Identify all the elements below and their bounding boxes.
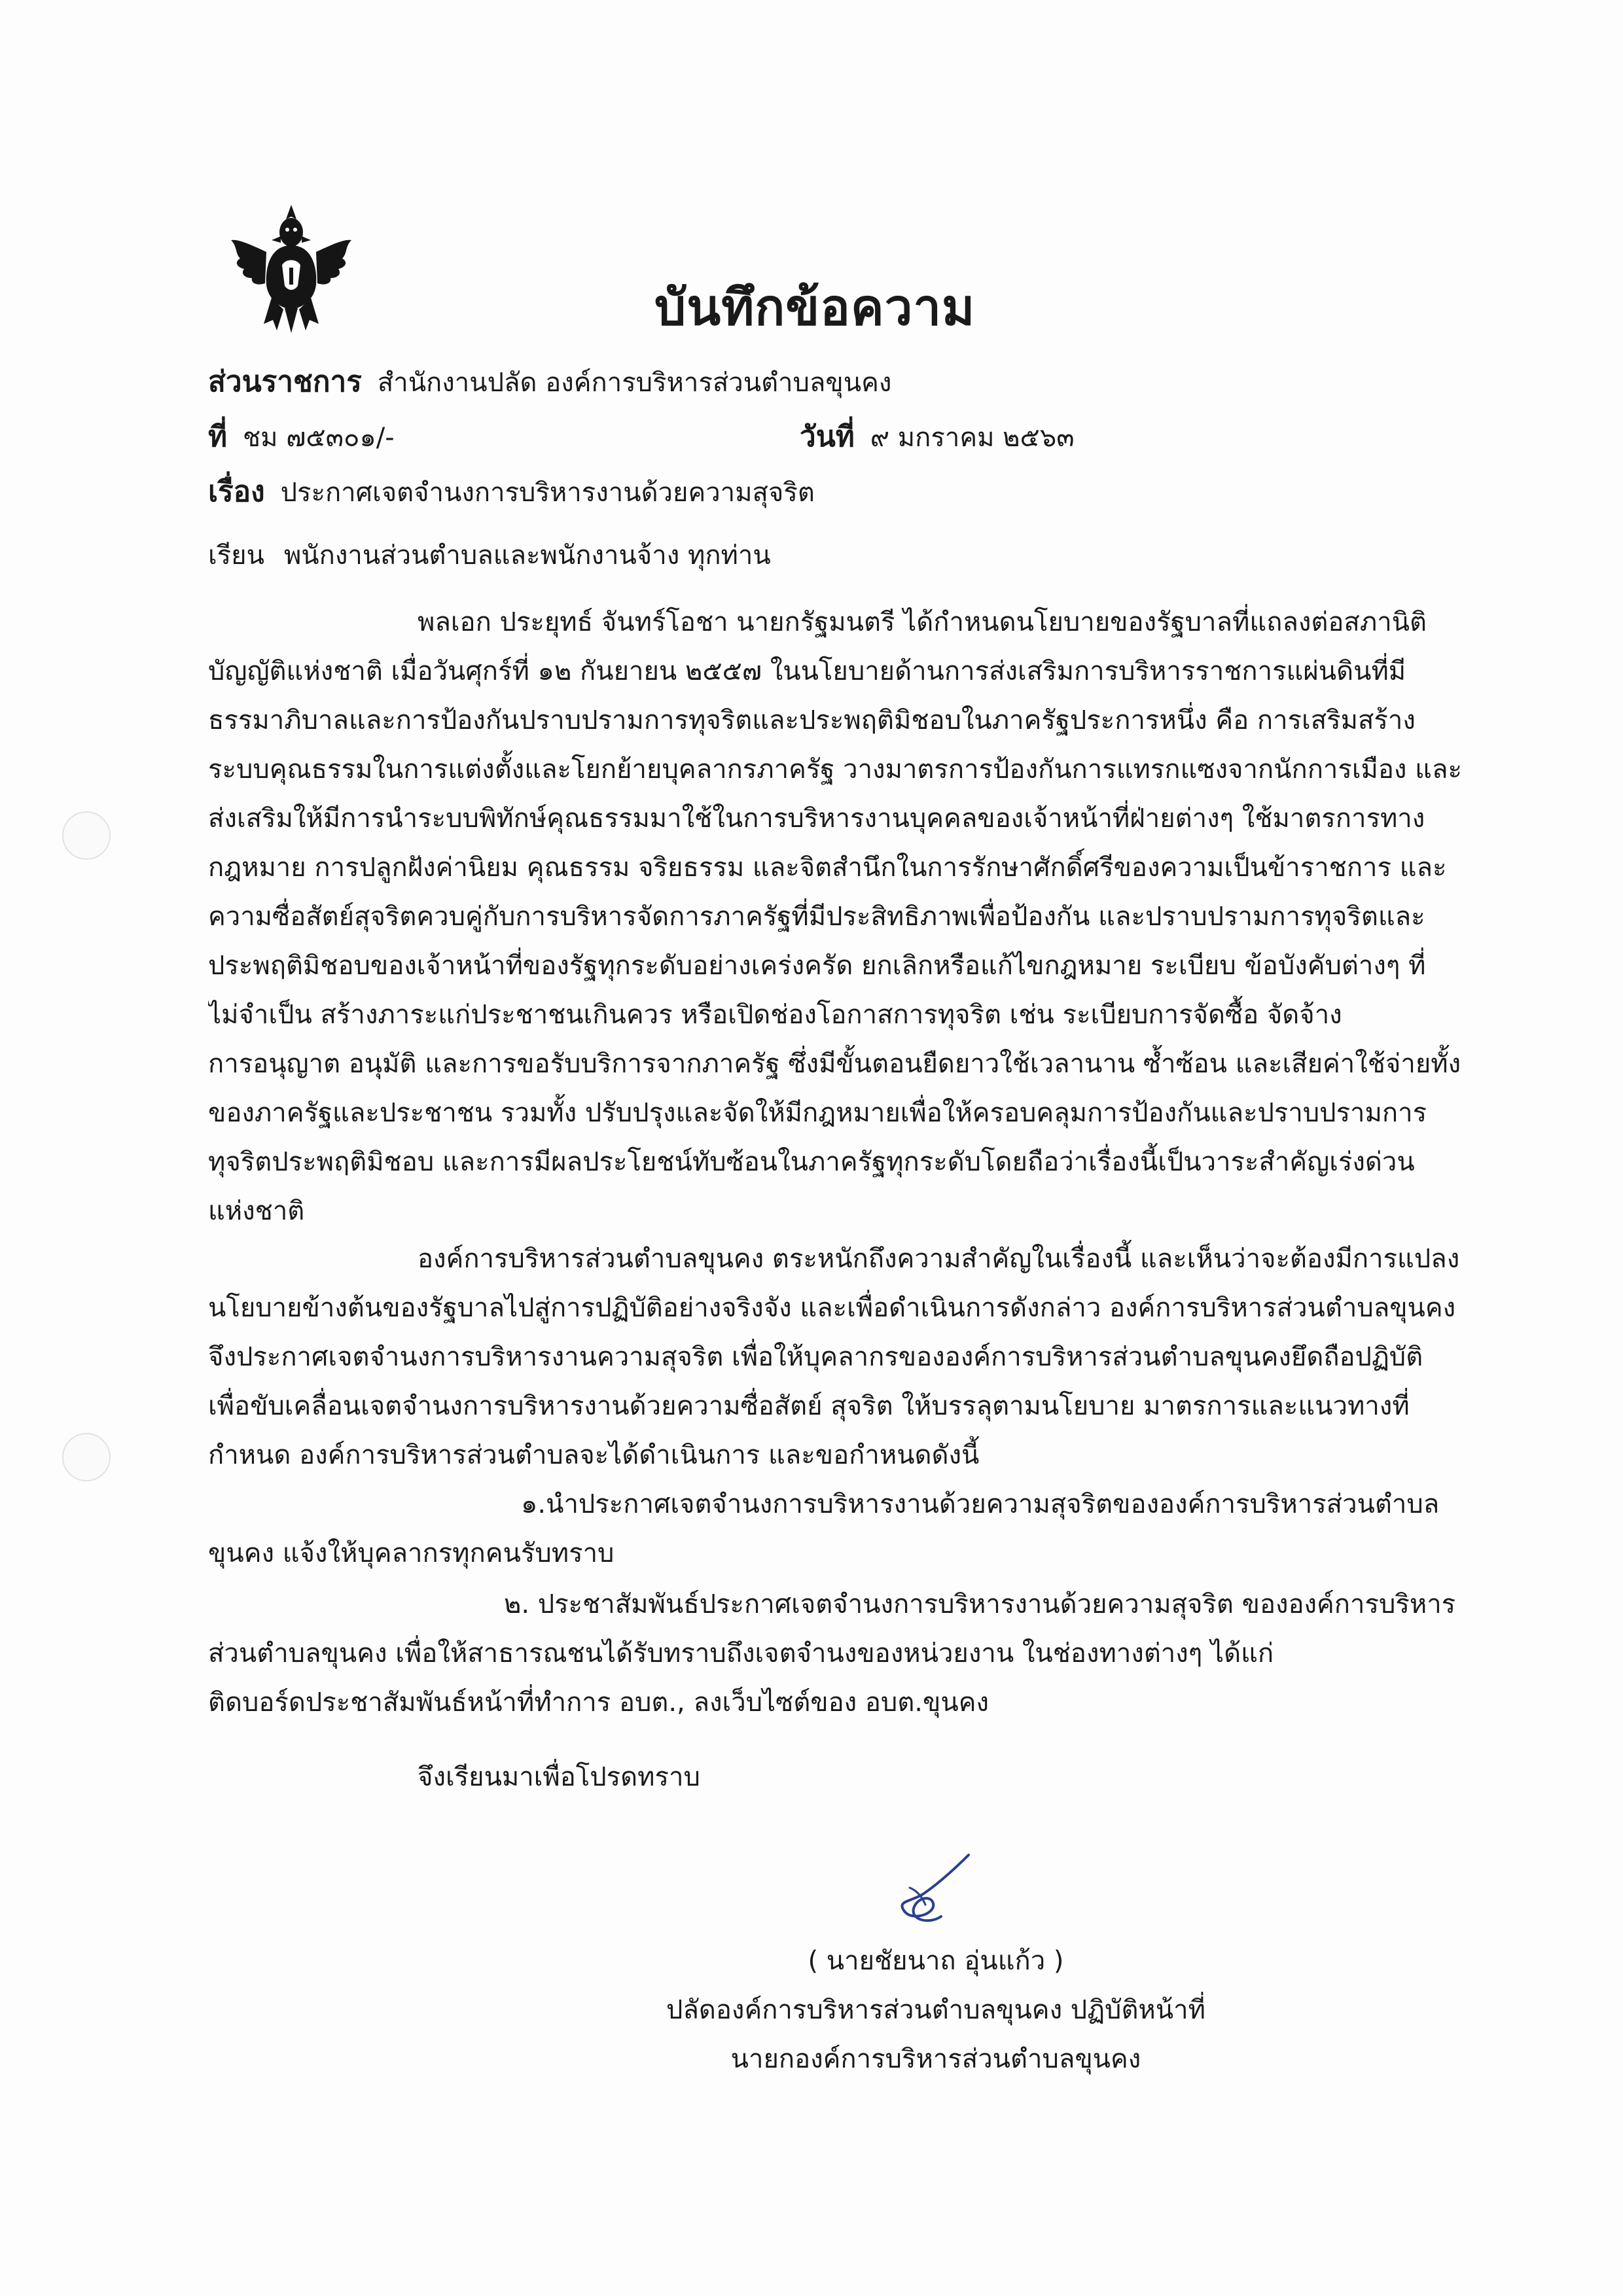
paragraph-line: บัญญัติแห่งชาติ เมื่อวันศุกร์ที่ ๑๒ กันยายน ๒๕๕๗ ในนโยบายด้านการส่งเสริมการบริหารราชการแผ่นดินที่มี — [208, 656, 1406, 686]
paragraph-line: ส่วนตำบลขุนคง เพื่อให้สาธารณชนได้รับทราบถึงเจตจำนงของหน่วยงาน ในช่องทางต่างๆ ได้แก่ — [208, 1638, 1274, 1669]
garuda-emblem-icon — [226, 200, 357, 337]
paragraph-line: ส่งเสริมให้มีการนำระบบพิทักษ์คุณธรรมมาใช้ในการบริหารงานบุคคลของเจ้าหน้าที่ฝ่ายต่างๆ ใช้มาตรการทาง — [208, 804, 1425, 834]
paragraph-line: จึงประกาศเจตจำนงการบริหารงานความสุจริต เพื่อให้บุคลากรขององค์การบริหารส่วนตำบลขุนคงยึดถือปฏิบัติ — [208, 1342, 1423, 1372]
paragraph-line: ระบบคุณธรรมในการแต่งตั้งและโยกย้ายบุคลากรภาครัฐ วางมาตรการป้องกันการแทรกแซงจากนักการเมือง และ — [208, 754, 1462, 785]
handwritten-signature — [870, 1848, 982, 1934]
paragraph-line: องค์การบริหารส่วนตำบลขุนคง ตระหนักถึงความสำคัญในเรื่องนี้ และเห็นว่าจะต้องมีการแปลง — [418, 1244, 1460, 1274]
signer-position: ปลัดองค์การบริหารส่วนตำบลขุนคง ปฏิบัติหน้าที่ — [666, 1995, 1205, 2025]
paragraph-line: ขุนคง แจ้งให้บุคลากรทุกคนรับทราบ — [208, 1538, 615, 1568]
date-label: วันที่ — [800, 420, 855, 453]
department-label: ส่วนราชการ — [208, 365, 362, 398]
header-department — [208, 359, 891, 404]
header-subject — [208, 468, 815, 514]
numbered-item-1: ๑.นำประกาศเจตจำนงการบริหารงานด้วยความสุจริตขององค์การบริหารส่วนตำบล — [521, 1489, 1440, 1519]
paragraph-line: พลเอก ประยุทธ์ จันทร์โอชา นายกรัฐมนตรี ได้กำหนดนโยบายของรัฐบาลที่แถลงต่อสภานิติ — [418, 607, 1427, 637]
paragraph-line: ประพฤติมิชอบของเจ้าหน้าที่ของรัฐทุกระดับอย่างเคร่งครัด ยกเลิกหรือแก้ไขกฎหมาย ระเบียบ ข้อบังคับต่างๆ ที่ — [208, 951, 1426, 981]
paragraph-line: ความซื่อสัตย์สุจริตควบคู่กับการบริหารจัดการภาครัฐที่มีประสิทธิภาพเพื่อป้องกัน และปราบปรามการทุจริตและ — [208, 902, 1425, 932]
paragraph-line: ทุจริตประพฤติมิชอบ และการมีผลประโยชน์ทับซ้อนในภาครัฐทุกระดับโดยถือว่าเรื่องนี้เป็นวาระสำคัญเร่งด่วน — [208, 1147, 1415, 1177]
paragraph-line: กฎหมาย การปลูกฝังค่านิยม คุณธรรม จริยธรรม และจิตสำนึกในการรักษาศักดิ์ศรีของความเป็นข้าราชการ และ — [208, 853, 1447, 883]
signature-block — [628, 1937, 1243, 2084]
paragraph-line: ๒. ประชาสัมพันธ์ประกาศเจตจำนงการบริหารงานด้วยความสุจริต ขององค์การบริหาร — [504, 1589, 1456, 1619]
header-date — [800, 414, 1075, 459]
reference-value: ชม ๗๕๓๐๑/- — [243, 423, 395, 453]
recipient-label: เรียน — [208, 540, 264, 571]
subject-value: ประกาศเจตจำนงการบริหารงานด้วยความสุจริต — [280, 478, 815, 508]
paragraph-line: การอนุญาต อนุมัติ และการขอรับบริการจากภาครัฐ ซึ่งมีขั้นตอนยืดยาวใช้เวลานาน ซ้ำซ้อน และเสียค่าใช้จ่ายทั้ง — [208, 1049, 1461, 1079]
paragraph-line: นโยบายข้างต้นของรัฐบาลไปสู่การปฏิบัติอย่างจริงจัง และเพื่อดำเนินการดังกล่าว องค์การบริหารส่วนตำบลขุนคง — [208, 1293, 1456, 1323]
paragraph-line: ติดบอร์ดประชาสัมพันธ์หน้าที่ทำการ อบต., ลงเว็บไซต์ของ อบต.ขุนคง — [208, 1687, 989, 1718]
page-title: บันทึกข้อความ — [654, 278, 976, 336]
closing-line: จึงเรียนมาเพื่อโปรดทราบ — [418, 1762, 700, 1792]
date-value: ๙ มกราคม ๒๕๖๓ — [870, 423, 1075, 453]
punch-hole — [62, 811, 111, 860]
paragraph-line: ไม่จำเป็น สร้างภาระแก่ประชาชนเกินควร หรือเปิดช่องโอกาสการทุจริต เช่น ระเบียบการจัดซื้อ จัดจ้าง — [208, 1000, 1342, 1030]
department-value: สำนักงานปลัด องค์การบริหารส่วนตำบลขุนคง — [377, 368, 892, 398]
reference-label: ที่ — [208, 420, 228, 453]
numbered-item-2 — [208, 1580, 1484, 1727]
signer-name: ( นายชัยนาถ อุ่นแก้ว ) — [808, 1946, 1064, 1976]
signer-acting-position: นายกองค์การบริหารส่วนตำบลขุนคง — [730, 2044, 1141, 2074]
paragraph-line: แห่งชาติ — [208, 1196, 305, 1226]
paragraph-line: กำหนด องค์การบริหารส่วนตำบลจะได้ดำเนินการ และขอกำหนดดังนี้ — [208, 1440, 980, 1470]
paragraph-line: ของภาครัฐและประชาชน รวมทั้ง ปรับปรุงและจัดให้มีกฎหมายเพื่อให้ครอบคลุมการป้องกันและปราบปรามการ — [208, 1098, 1427, 1128]
recipient-value: พนักงานส่วนตำบลและพนักงานจ้าง ทุกท่าน — [283, 540, 771, 571]
paragraph-organization — [208, 1235, 1484, 1578]
paragraph-line: ธรรมาภิบาลและการป้องกันปราบปรามการทุจริตและประพฤติมิชอบในภาครัฐประการหนึ่ง คือ การเสริมสร้าง — [208, 705, 1416, 735]
subject-label: เรื่อง — [208, 475, 265, 508]
header-recipient — [208, 534, 771, 576]
punch-hole — [62, 1433, 111, 1481]
paragraph-policy — [208, 598, 1484, 1236]
paragraph-line: เพื่อขับเคลื่อนเจตจำนงการบริหารงานด้วยความซื่อสัตย์ สุจริต ให้บรรลุตามนโยบาย มาตรการและแนวทางที่ — [208, 1391, 1410, 1421]
header-reference-number — [208, 414, 395, 459]
